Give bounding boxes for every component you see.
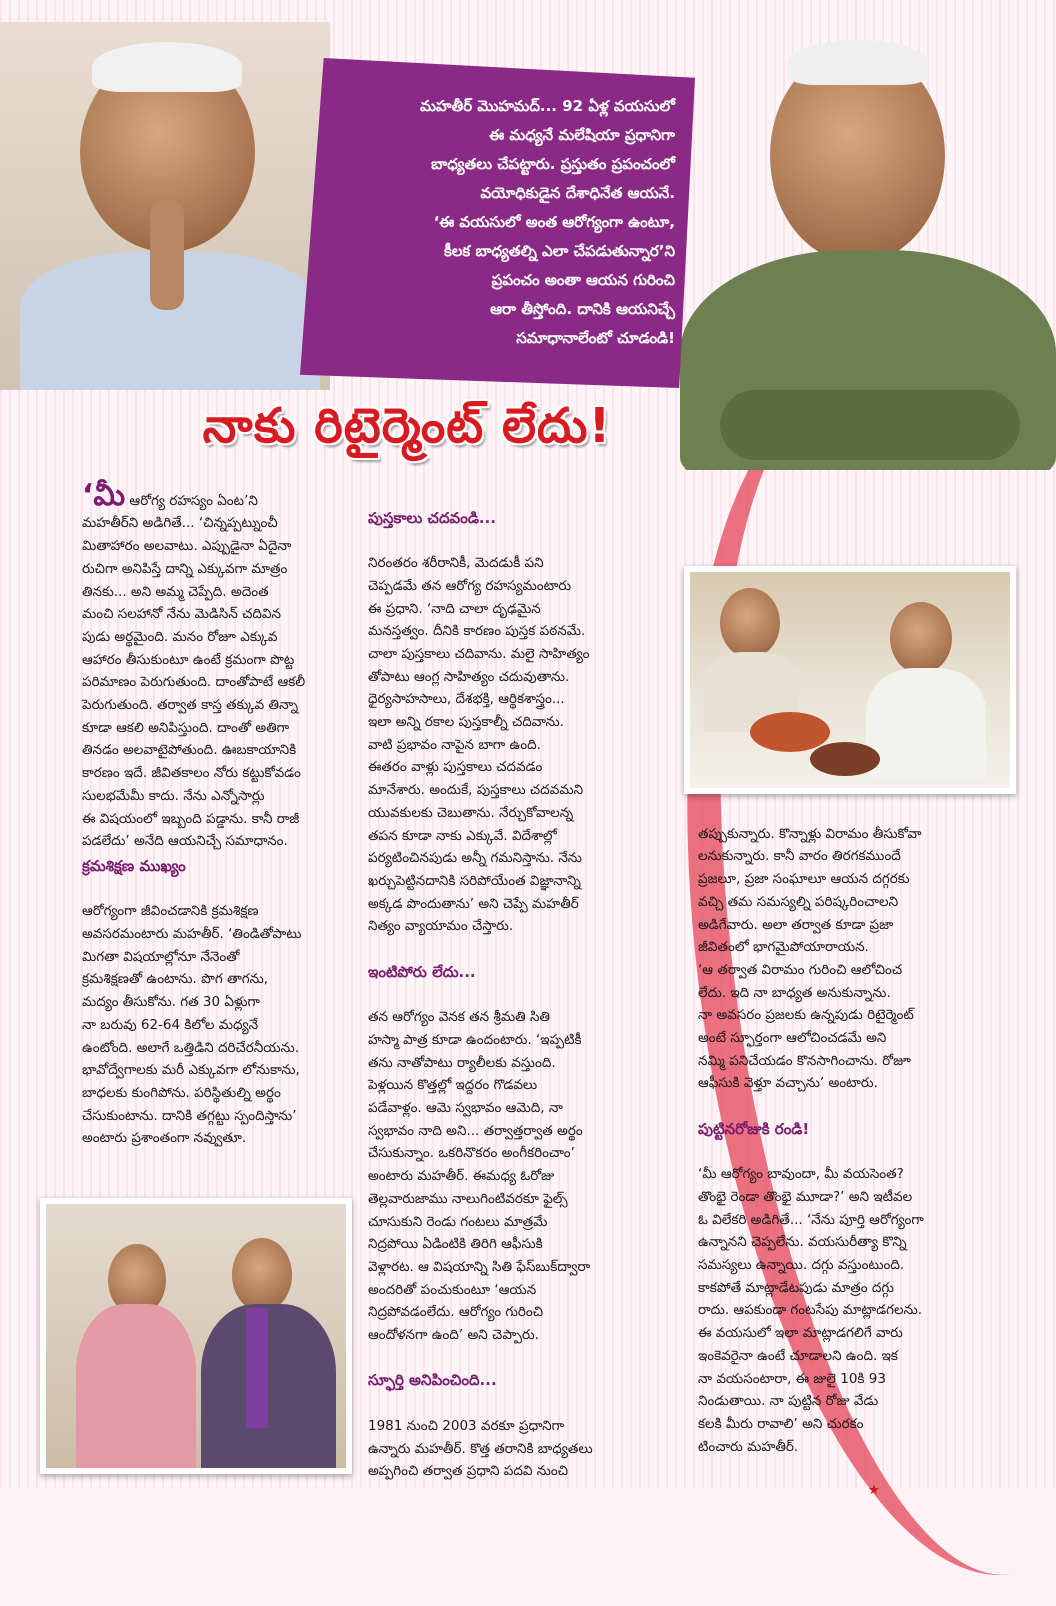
photo-mahathir-finger: [0, 22, 330, 390]
dropcap: ‘మీ: [82, 477, 126, 513]
photo-couple-dining: [684, 566, 1016, 794]
photo-couple-seated: [40, 1198, 352, 1474]
col1-paragraph-1: ఆరోగ్య రహస్యం ఏంట’ని మహతీర్‌ని అడిగితే... ‘చిన్నప్పట్నుంచీ మితాహారం అలవాటు. ఎప్పుడైనా ఏదైనా రుచిగా అనిపిస్తే దాన్ని ఎక్కువగా మాత్రం తినకు... అని అమ్మ చెప్పేది. అదెంత మంచి సలహానో నేను మెడిసిన్ చదివిన పుడు అర్థమైంది. మనం రోజూ ఎక్కువ ఆహారం తీసుకుంటూ ఉంటే క్రమంగా పొట్ట పరిమాణం పెరుగుతుంది. దాంతోపాటే ఆకలీ పెరుగుతుంది. తర్వాత కాస్త తక్కువ తిన్నా కూడా ఆకలి అనిపిస్తుంది. దాంతో అతిగా తినడం అలవాటైపోతుంది. ఊబకాయానికి కారణం ఇదే. జీవితకాలం నోరు కట్టుకోవడం సులభమేమీ కాదు. నేను ఎన్నోసార్లు ఈ విషయంలో ఇబ్బంది పడ్డాను. కానీ రాజీ పడలేదు’ అనేది ఆయనిచ్చే సమాధానం.: [82, 492, 306, 850]
subheading-birthday: పుట్టినరోజుకి రండి!: [698, 1119, 810, 1138]
col2-paragraph-2: తన ఆరోగ్యం వెనక తన శ్రీమతి సితి హస్మా పాత్ర కూడా ఉందంటారు. ‘ఇప్పటికీ తను నాతోపాటు ర్యాలీలకు వస్తుంది. పెళ్లయిన కొత్తల్లో ఇద్దరం గొడవలు పడేవాళ్లం. ఆమె స్వభావం ఆమెది, నా స్వభావం నాది అని... తర్వాత్తర్వాత అర్థం చేసుకున్నాం. ఒకరినొకరం అంగీకరించాం’ అంటారు మహతీర్. ఈమధ్య ఓరోజు తెల్లవారుజాము నాలుగింటివరకూ ఫైల్స్ చూసుకుని రెండు గంటలు మాత్రమే నిద్రపోయి ఏడింటికి తిరిగి ఆఫీసుకి వెళ్లారట. ఆ విషయాన్ని సితి ఫేస్‌బుక్‌ద్వారా అందరితో పంచుకుంటూ ‘ఆయన నిద్రపోవడంలేదు. ఆరోగ్యం గురించి ఆందోళనగా ఉంది’ అని చెప్పారు.: [368, 1009, 591, 1344]
column-3: [698, 800, 998, 1504]
column-2: [368, 484, 668, 1506]
subheading-books: పుస్తకాలు చదవండి...: [368, 508, 497, 527]
subheading-inspiration: స్ఫూర్తి అనిపించింది...: [368, 1371, 497, 1390]
intro-text: మహతీర్ మొహమద్... 92 ఏళ్ల వయసులో ఈ మధ్యనే మలేషియా ప్రధానిగా బాధ్యతలు చేపట్టారు. ప్రస్తుతం ప్రపంచంలో వయోధికుడైన దేశాధినేత ఆయనే. ‘ఈ వయసులో అంత ఆరోగ్యంగా ఉంటూ, కీలక బాధ్యతల్ని ఎలా చేపడుతున్నార’ని ప్రపంచం అంతా ఆయన గురించి ఆరా తీస్తోంది. దానికి ఆయనిచ్చే సమాధానాలేంటో చూడండి!: [420, 97, 675, 347]
col2-paragraph-1: నిరంతరం శరీరానికీ, మెదడుకీ పని చెప్పడమే తన ఆరోగ్య రహస్యమంటారు ఈ ప్రధాని. ‘నాది చాలా దృఢమైన మనస్తత్వం. దీనికి కారణం పుస్తక పఠనమే. చాలా పుస్తకాలు చదివాను. మలై సాహిత్యం తోపాటు ఆంగ్ల సాహిత్యం చదువుతాను. ధైర్యసాహసాలు, దేశభక్తి, ఆర్థికశాస్త్రం... ఇలా అన్ని రకాల పుస్తకాల్నీ చదివాను. వాటి ప్రభావం నాపైన బాగా ఉంది. ఈతరం వాళ్లు పుస్తకాలు చదవడం మానేశారు. అందుకే, పుస్తకాలు చదవమని యువకులకు చెబుతాను. నేర్చుకోవాలన్న తపన కూడా నాకు ఎక్కువే. విదేశాల్లో పర్యటించినపుడు అన్నీ గమనిస్తాను. నేను ఖర్చుపెట్టినదానికి సరిపోయేంత విజ్ఞానాన్ని అక్కడ పొందుతాను’ అని చెప్పే మహతీర్ నిత్యం వ్యాయామం చేస్తారు.: [368, 555, 590, 935]
column-1: [82, 462, 352, 1173]
col3-paragraph-2: ‘మీ ఆరోగ్యం బావుందా, మీ వయసెంత? తొంభై రెండా తొంభై మూడా?’ అని ఇటీవల ఓ విలేకరి అడిగితే... ‘నేను పూర్తి ఆరోగ్యంగా ఉన్నానని చెప్పలేను. వయసురీత్యా కొన్ని సమస్యలు ఉన్నాయి. దగ్గు వస్తుంటుంది. కాకపోతే మాట్లాడేటపుడు మాత్రం దగ్గు రాదు. ఆపకుండా గంటసేపు మాట్లాడగలను. ఈ వయసులో ఇలా మాట్లాడగలిగే వారు ఇంకెవరైనా ఉంటే చూడాలని ఉంది. ఇక నా వయసంటారా, ఈ జులై 10కి 93 నిండుతాయి. నా పుట్టిన రోజు వేడు కలకి మీరు రావాలి’ అని చురకం టించారు మహతీర్.: [698, 1166, 924, 1455]
subheading-no-quarrel: ఇంటిపోరు లేదు...: [368, 962, 476, 981]
subheading-discipline: క్రమశిక్షణ ముఖ్యం: [82, 856, 186, 875]
headline: నాకు రిటైర్మెంట్ లేదు!: [202, 398, 612, 454]
col2-paragraph-3: 1981 నుంచి 2003 వరకూ ప్రధానిగా ఉన్నారు మహతీర్. కొత్త తరానికి బాధ్యతలు అప్పగించి తర్వాత ప్రధాని పదవి నుంచి: [368, 1417, 593, 1480]
col3-paragraph-1: తప్పుకున్నారు. కొన్నాళ్లు విరామం తీసుకోవా లనుకున్నారు. కానీ వారం తిరగకముందే ప్రజలూ, ప్రజా సంఘాలూ ఆయన దగ్గరకు వచ్చి తమ సమస్యల్ని పరిష్కరించాలని అడిగేవారు. అలా తర్వాత కూడా ప్రజా జీవితంలో భాగమైపోయారాయన. ‘ఆ తర్వాత విరామం గురించి ఆలోచించ లేదు. ఇది నా బాధ్యత అనుకున్నాను. నా అవసరం ప్రజలకు ఉన్నపుడు రిటైర్మెంట్ అంటే స్ఫూర్తంగా ఆలోచించడమే అని నమ్మి పనిచేయడం కొనసాగించాను. రోజూ ఆఫీసుకి వెళ్తూ వచ్చాను’ అంటారు.: [698, 825, 922, 1092]
end-star-icon: ★: [867, 1482, 880, 1499]
col1-paragraph-2: ఆరోగ్యంగా జీవించడానికి క్రమశిక్షణ అవసరమంటారు మహతీర్. ‘తిండితోపాటు మిగతా విషయాల్లోనూ నేనెంతో క్రమశిక్షణతో ఉంటాను. పొగ తాగను, మద్యం తీసుకోను. గత 30 ఏళ్లుగా నా బరువు 62-64 కిలోల మధ్యనే ఉంటోంది. అలాగే ఒత్తిడిని దరిచేరనీయను. భావోద్వేగాలకు మరీ ఎక్కువగా లోనుకాను, బాధలకు కుంగిపోను. పరిస్థితుల్ని అర్థం చేసుకుంటాను. దానికి తగ్గట్టు స్పందిస్తాను’ అంటారు ప్రశాంతంగా నవ్వుతూ.: [82, 903, 302, 1147]
